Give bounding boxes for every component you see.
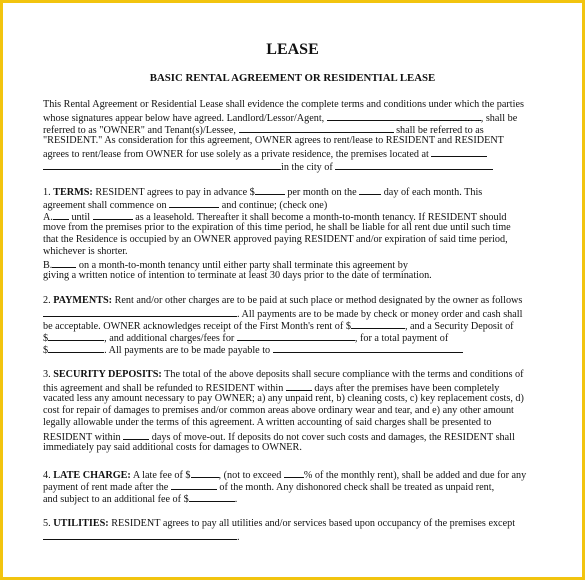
section-1-line: move from the premises prior to the expiration of this time period, he shall be liable for all rent due until such time [43,222,511,233]
section-3-line: 3. SECURITY DEPOSITS: The total of the above deposits shall secure compliance with the terms and conditions of [43,369,524,380]
additional-fees-blank[interactable] [237,331,355,341]
intro-line: This Rental Agreement or Residential Lease shall evidence the complete terms and conditions under which the parties [43,99,524,110]
utilities-exception-blank[interactable] [43,530,237,540]
payment-method-blank[interactable] [43,307,237,317]
late-day-blank[interactable] [171,480,217,490]
commence-date-blank[interactable] [169,198,219,208]
total-payment-blank[interactable] [48,343,104,353]
section-2-line: be acceptable. OWNER acknowledges receipt of the First Month's rent of $ , and a Security Deposit of [43,321,514,332]
city-blank[interactable] [335,160,493,170]
lease-end-blank[interactable] [93,210,133,220]
section-1-line: giving a written notice of intention to terminate at least 30 days prior to the date of termination. [43,270,432,281]
lease-document [3,3,582,577]
premises-address-blank-2[interactable] [43,160,281,170]
section-4-line: and subject to an additional fee of $ . [43,494,238,505]
section-3-line: this agreement and shall be refunded to RESIDENT within days after the premises have been completely [43,383,500,394]
section-1-line: agreement shall commence on and continue; (check one) [43,200,328,211]
resident-name-blank[interactable] [239,123,394,133]
section-5-line: 5. UTILITIES: RESIDENT agrees to pay all utilities and/or services based upon occupancy of the premises except [43,518,516,529]
payable-to-blank[interactable] [273,343,463,353]
section-2-heading: PAYMENTS: [53,295,113,306]
section-4-line: payment of rent made after the of the month. Any dishonored check shall be treated as unpaid rent, [43,482,495,493]
due-day-blank[interactable] [359,185,381,195]
section-1-line: A. until as a leasehold. Thereafter it shall become a month-to-month tenancy. If RESIDENT should [43,212,507,223]
section-5-heading: UTILITIES: [53,518,109,529]
section-3-heading: SECURITY DEPOSITS: [53,369,162,380]
section-1-line: 1. TERMS: RESIDENT agrees to pay in advance $ per month on the day of each month. This [43,187,483,198]
section-1-heading: TERMS: [53,187,93,198]
late-fee-blank[interactable] [191,468,219,478]
section-5-line: . [43,530,240,544]
option-b-checkbox[interactable] [52,258,76,268]
intro-line: in the city of [43,160,493,174]
accounting-days-blank[interactable] [123,430,149,440]
section-2-line: $ . All payments are to be made payable to [43,343,463,357]
section-3-line: legally allowable under the terms of this agreement. A written accounting of said charges shall be presented to [43,417,492,428]
late-fee-percent-blank[interactable] [284,468,304,478]
section-1-line: whichever is shorter. [43,246,128,257]
section-3-line: vacated less any amount necessary to pay OWNER; a) any unpaid rent, b) cleaning costs, c) key replacement costs, d) [43,393,524,404]
refund-days-blank[interactable] [286,381,312,391]
option-a-checkbox[interactable] [53,210,69,220]
intro-line: referred to as "OWNER" and Tenant(s)/Lessee, shall be referred to as [43,125,484,136]
rent-amount-blank[interactable] [255,185,285,195]
section-2-line: . All payments are to be made by check or money order and cash shall [43,307,522,321]
document-title: LEASE [266,41,319,58]
section-4-heading: LATE CHARGE: [53,470,131,481]
section-1-line: that the Residence is occupied by an OWNER approved paying RESIDENT and/or expiration of said time period, [43,234,508,245]
first-month-rent-blank[interactable] [351,319,405,329]
document-subtitle: BASIC RENTAL AGREEMENT OR RESIDENTIAL LEASE [149,72,436,84]
section-2-line: $ , and additional charges/fees for , for a total payment of [43,333,449,344]
section-1-line: B. on a month-to-month tenancy until either party shall terminate this agreement by [43,260,408,271]
section-2-line: 2. PAYMENTS: Rent and/or other charges are to be paid at such place or method designated by the owner as follows [43,295,523,306]
section-3-line: RESIDENT within days of move-out. If deposits do not cover such costs and damages, the RESIDENT shall [43,432,515,443]
section-3-line: cost for repair of damages to premises and/or common areas above ordinary wear and tear, and e) any other amount [43,405,514,416]
intro-line: agrees to rent/lease from OWNER for use solely as a private residence, the premises located at [43,147,487,161]
section-4-line: 4. LATE CHARGE: A late fee of $ , (not to exceed % of the monthly rent), shall be added and due for any [43,470,527,481]
intro-line: "RESIDENT." As consideration for this agreement, OWNER agrees to rent/lease to RESIDENT and RESIDENT [43,135,504,146]
security-deposit-blank[interactable] [48,331,104,341]
owner-name-blank[interactable] [327,111,481,121]
premises-address-blank[interactable] [431,147,487,157]
section-3-line: immediately pay said additional costs for damages to OWNER. [43,442,302,453]
dishonored-check-fee-blank[interactable] [189,492,235,502]
intro-line: whose signatures appear below have agreed. Landlord/Lessor/Agent, , shall be [43,113,518,124]
